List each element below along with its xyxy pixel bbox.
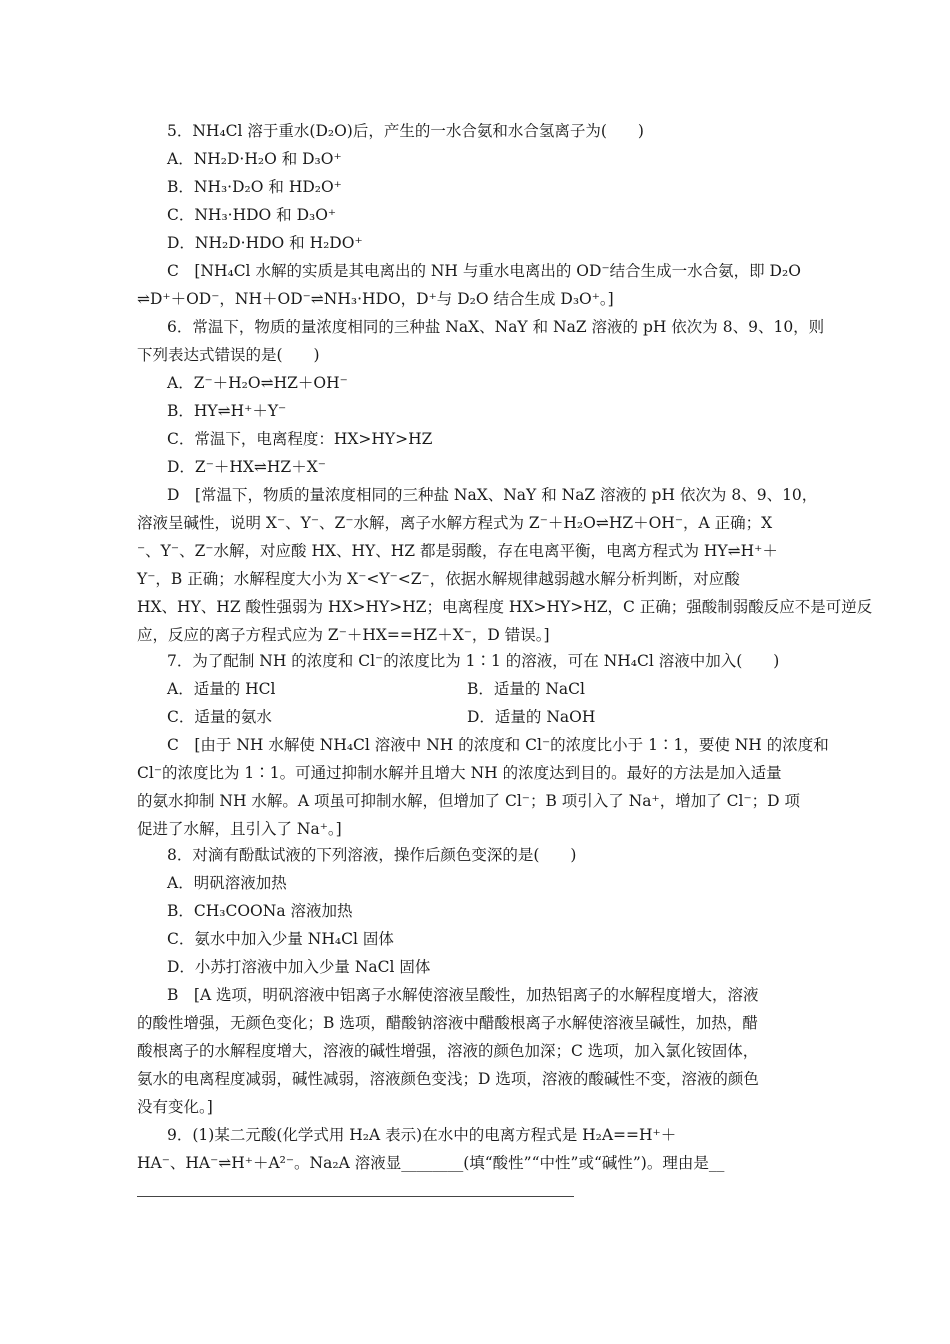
q6-answer-line4: Y⁻，B 正确；水解程度大小为 X⁻<Y⁻<Z⁻，依据水解规律越弱越水解分析判断，对应酸 <box>137 570 740 588</box>
q7-option-a: A．适量的 HCl <box>167 680 276 698</box>
q6-stem-line2: 下列表达式错误的是( ) <box>137 346 320 364</box>
q7-answer-line2: Cl⁻的浓度比为 1∶1。可通过抑制水解并且增大 NH 的浓度达到目的。最好的方法是加入适量 <box>137 764 782 782</box>
q7-option-d: D．适量的 NaOH <box>467 708 596 726</box>
q5-answer-line1: C [NH₄Cl 水解的实质是其电离出的 NH 与重水电离出的 OD⁻结合生成一水合氨，即 D₂O <box>167 262 801 280</box>
q7-option-c: C．适量的氨水 <box>167 708 272 726</box>
q5-option-b: B．NH₃·D₂O 和 HD₂O⁺ <box>167 178 342 196</box>
q8-option-b: B．CH₃COONa 溶液加热 <box>167 902 353 920</box>
q8-option-d: D．小苏打溶液中加入少量 NaCl 固体 <box>167 958 431 976</box>
q6-option-d: D．Z⁻＋HX⇌HZ＋X⁻ <box>167 458 326 476</box>
answer-blank-line <box>137 1196 574 1197</box>
q7-answer-line4: 促进了水解，且引入了 Na⁺。] <box>137 820 342 838</box>
q5-option-c: C．NH₃·HDO 和 D₃O⁺ <box>167 206 337 224</box>
q6-answer-line3: ⁻、Y⁻、Z⁻水解，对应酸 HX、HY、HZ 都是弱酸，存在电离平衡，电离方程式为 HY⇌H⁺＋ <box>137 542 778 560</box>
q7-answer-line3: 的氨水抑制 NH 水解。A 项虽可抑制水解，但增加了 Cl⁻；B 项引入了 Na⁺，增加了 Cl⁻；D 项 <box>137 792 800 810</box>
q5-answer-line2: ⇌D⁺＋OD⁻，NH＋OD⁻⇌NH₃·HDO，D⁺与 D₂O 结合生成 D₃O⁺。] <box>137 290 614 308</box>
q8-answer-line1: B [A 选项，明矾溶液中铝离子水解使溶液呈酸性，加热铝离子的水解程度增大，溶液 <box>167 986 759 1004</box>
q8-option-c: C．氨水中加入少量 NH₄Cl 固体 <box>167 930 394 948</box>
q8-answer-line5: 没有变化。] <box>137 1098 213 1116</box>
q6-option-b: B．HY⇌H⁺＋Y⁻ <box>167 402 287 420</box>
q8-stem: 8．对滴有酚酞试液的下列溶液，操作后颜色变深的是( ) <box>167 846 577 864</box>
q7-answer-line1: C [由于 NH 水解使 NH₄Cl 溶液中 NH 的浓度和 Cl⁻的浓度比小于 1∶1，要使 NH 的浓度和 <box>167 736 829 754</box>
q5-stem: 5．NH₄Cl 溶于重水(D₂O)后，产生的一水合氨和水合氢离子为( ) <box>167 122 644 140</box>
q7-stem: 7．为了配制 NH 的浓度和 Cl⁻的浓度比为 1∶1 的溶液，可在 NH₄Cl 溶液中加入( ) <box>167 652 780 670</box>
q6-answer-line6: 应，反应的离子方程式应为 Z⁻＋HX==HZ＋X⁻，D 错误。] <box>137 626 550 644</box>
q5-option-d: D．NH₂D·HDO 和 H₂DO⁺ <box>167 234 363 252</box>
q9-stem-line2: HA⁻、HA⁻⇌H⁺＋A²⁻。Na₂A 溶液显________(填“酸性”“中性”或“碱性”)。理由是__ <box>137 1154 725 1172</box>
q5-option-a: A．NH₂D·H₂O 和 D₃O⁺ <box>167 150 342 168</box>
q9-stem-line1: 9．(1)某二元酸(化学式用 H₂A 表示)在水中的电离方程式是 H₂A==H⁺＋ <box>167 1126 677 1144</box>
q7-option-b: B．适量的 NaCl <box>467 680 585 698</box>
q6-answer-line2: 溶液呈碱性，说明 X⁻、Y⁻、Z⁻水解，离子水解方程式为 Z⁻＋H₂O⇌HZ＋OH⁻，A 正确；X <box>137 514 773 532</box>
q6-stem-line1: 6．常温下，物质的量浓度相同的三种盐 NaX、NaY 和 NaZ 溶液的 pH 依次为 8、9、10，则 <box>167 318 825 336</box>
q6-option-a: A．Z⁻＋H₂O⇌HZ＋OH⁻ <box>167 374 348 392</box>
q8-answer-line2: 的酸性增强，无颜色变化；B 选项，醋酸钠溶液中醋酸根离子水解使溶液呈碱性，加热，醋 <box>137 1014 758 1032</box>
q8-answer-line4: 氨水的电离程度减弱，碱性减弱，溶液颜色变浅；D 选项，溶液的酸碱性不变，溶液的颜色 <box>137 1070 759 1088</box>
q6-option-c: C．常温下，电离程度：HX>HY>HZ <box>167 430 433 448</box>
q6-answer-line1: D [常温下，物质的量浓度相同的三种盐 NaX、NaY 和 NaZ 溶液的 pH 依次为 8、9、10， <box>167 486 818 504</box>
q6-answer-line5: HX、HY、HZ 酸性强弱为 HX>HY>HZ；电离程度 HX>HY>HZ，C 正确；强酸制弱酸反应不是可逆反 <box>137 598 873 616</box>
q8-answer-line3: 酸根离子的水解程度增大，溶液的碱性增强，溶液的颜色加深；C 选项，加入氯化铵固体， <box>137 1042 759 1060</box>
q8-option-a: A．明矾溶液加热 <box>167 874 287 892</box>
